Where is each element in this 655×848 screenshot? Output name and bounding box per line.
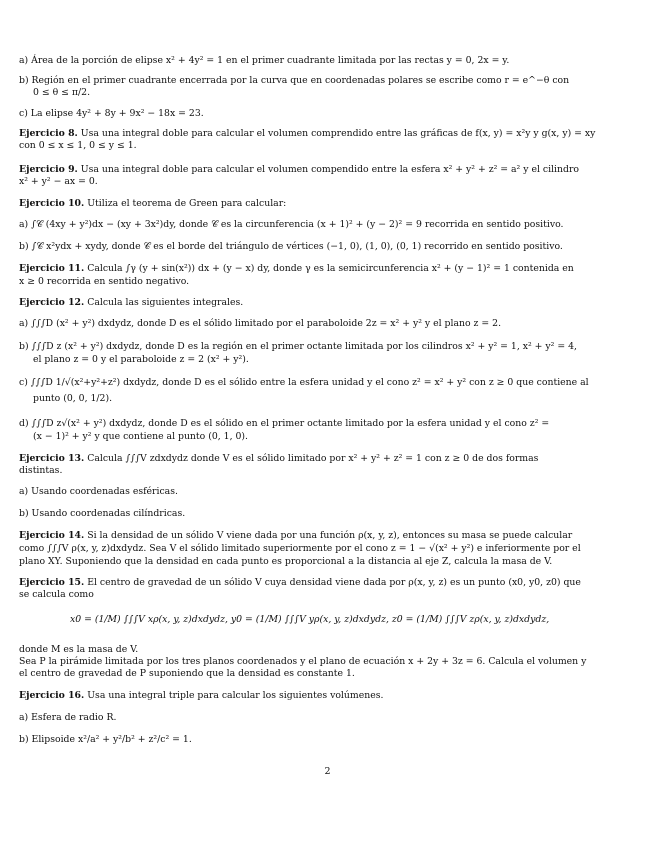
exercise-8-text: Usa una integral doble para calcular el volumen comprendido entre las gráficas de f(x, y) = x²y y g(x, y) = xy [77,128,596,139]
exercise-15-title: Ejercicio 15. [19,577,85,588]
exercise-8-cont: con 0 ≤ x ≤ 1, 0 ≤ y ≤ 1. [19,140,137,151]
exercise-12-d: d) ∫∫∫D z√(x² + y²) dxdydz, donde D es el sólido en el primer octante limitado por la esfera unidad y el cono z² = [19,418,550,429]
exercise-12-a: a) ∫∫∫D (x² + y²) dxdydz, donde D es el sólido limitado por el paraboloide 2z = x² + y² y el plano z = 2. [19,318,502,329]
exercise-15-cont: se calcula como [19,589,94,600]
exercise-11 [19,263,637,274]
exercise-15-mass: donde M es la masa de V. [19,644,139,655]
exercise-14-cont-2: plano XY. Suponiendo que la densidad en cada punto es proporcional a la distancia al eje Z, calcula la masa de V. [19,556,553,567]
exercise-8-title: Ejercicio 8. [19,128,78,139]
item-c-elipse: c) La elipse 4y² + 8y + 9x² − 18x = 23. [19,108,204,119]
item-b-region: b) Región en el primer cuadrante encerrada por la curva que en coordenadas polares se escribe como r = e^−θ con [19,75,570,86]
center-of-gravity-formula: x0 = (1/M) ∫∫∫V xρ(x, y, z)dxdydz, y0 = (1/M) ∫∫∫V yρ(x, y, z)dxdydz, z0 = (1/M) ∫∫∫V zρ(x, y, z)dxdydz, [70,614,550,625]
exercise-13-cont: distintas. [19,465,63,476]
exercise-14 [19,530,637,541]
exercise-16-b: b) Elipsoide x²/a² + y²/b² + z²/c² = 1. [19,734,192,745]
exercise-15-text: El centro de gravedad de un sólido V cuya densidad viene dada por ρ(x, y, z) es un punto (x0, y0, z0) que [84,577,581,588]
exercise-16-title: Ejercicio 16. [19,690,85,701]
exercise-12-b-cont: el plano z = 0 y el paraboloide z = 2 (x² + y²). [33,354,249,365]
exercise-12-c-cont: punto (0, 0, 1/2). [33,393,113,404]
page-number: 2 [324,766,331,777]
exercise-11-title: Ejercicio 11. [19,263,85,274]
exercise-8 [19,128,637,139]
exercise-10 [19,198,637,209]
exercise-13-b: b) Usando coordenadas cilíndricas. [19,508,186,519]
exercise-10-b: b) ∫𝒞 x²ydx + xydy, donde 𝒞 es el borde del triángulo de vértices (−1, 0), (1, 0), (0, 1) recorrido en sentido positivo. [19,241,563,252]
exercise-15 [19,577,637,588]
exercise-15-pyramid: Sea P la pirámide limitada por los tres planos coordenados y el plano de ecuación x + 2y + 3z = 6. Calcula el volumen y [19,656,587,667]
exercise-12-d-cont: (x − 1)² + y² y que contiene al punto (0, 1, 0). [33,431,248,442]
exercise-12-c: c) ∫∫∫D 1/√(x²+y²+z²) dxdydz, donde D es el sólido entre la esfera unidad y el cono z² = x² + y² con z ≥ 0 que contiene al [19,377,589,388]
exercise-13-title: Ejercicio 13. [19,453,85,464]
exercise-14-text: Si la densidad de un sólido V viene dada por una función ρ(x, y, z), entonces su masa se puede calcular [84,530,573,541]
exercise-10-a: a) ∫𝒞 (4xy + y²)dx − (xy + 3x²)dy, donde 𝒞 es la circunferencia (x + 1)² + (y − 2)² = 9 recorrida en sentido positivo. [19,219,564,230]
exercise-10-text: Utiliza el teorema de Green para calcular: [84,198,287,209]
exercise-16 [19,690,637,701]
exercise-12-title: Ejercicio 12. [19,297,85,308]
exercise-16-text: Usa una integral triple para calcular los siguientes volúmenes. [84,690,384,701]
exercise-16-a: a) Esfera de radio R. [19,712,117,723]
exercise-9-title: Ejercicio 9. [19,164,78,175]
exercise-13 [19,453,637,464]
exercise-13-a: a) Usando coordenadas esféricas. [19,486,178,497]
exercise-12-b: b) ∫∫∫D z (x² + y²) dxdydz, donde D es la región en el primer octante limitada por los cilindros x² + y² = 1, x² + y² = 4, [19,341,577,352]
exercise-14-title: Ejercicio 14. [19,530,85,541]
exercise-9-text: Usa una integral doble para calcular el volumen compendido entre la esfera x² + y² + z² = a² y el cilindro [77,164,579,175]
exercise-15-pyramid-cont: el centro de gravedad de P suponiendo que la densidad es constante 1. [19,668,355,679]
exercise-10-title: Ejercicio 10. [19,198,85,209]
exercise-14-cont-1: como ∫∫∫V ρ(x, y, z)dxdydz. Sea V el sólido limitado superiormente por el cono z = 1 − √(x² + y²) e inferiormente por el [19,543,581,554]
exercise-11-cont: x ≥ 0 recorrida en sentido negativo. [19,276,190,287]
exercise-12-text: Calcula las siguientes integrales. [84,297,244,308]
exercise-12 [19,297,637,308]
exercise-9-cont: x² + y² − ax = 0. [19,176,98,187]
exercise-9 [19,164,637,175]
item-a-area: a) Área de la porción de elipse x² + 4y² = 1 en el primer cuadrante limitada por las rectas y = 0, 2x = y. [19,55,510,66]
exercise-11-text: Calcula ∫γ (y + sin(x²)) dx + (y − x) dy, donde γ es la semicircunferencia x² + (y − 1)² = 1 contenida en [84,263,574,274]
item-b-region-cont: 0 ≤ θ ≤ π/2. [33,87,91,98]
exercise-13-text: Calcula ∫∫∫V zdxdydz donde V es el sólido limitado por x² + y² + z² = 1 con z ≥ 0 de dos formas [84,453,539,464]
